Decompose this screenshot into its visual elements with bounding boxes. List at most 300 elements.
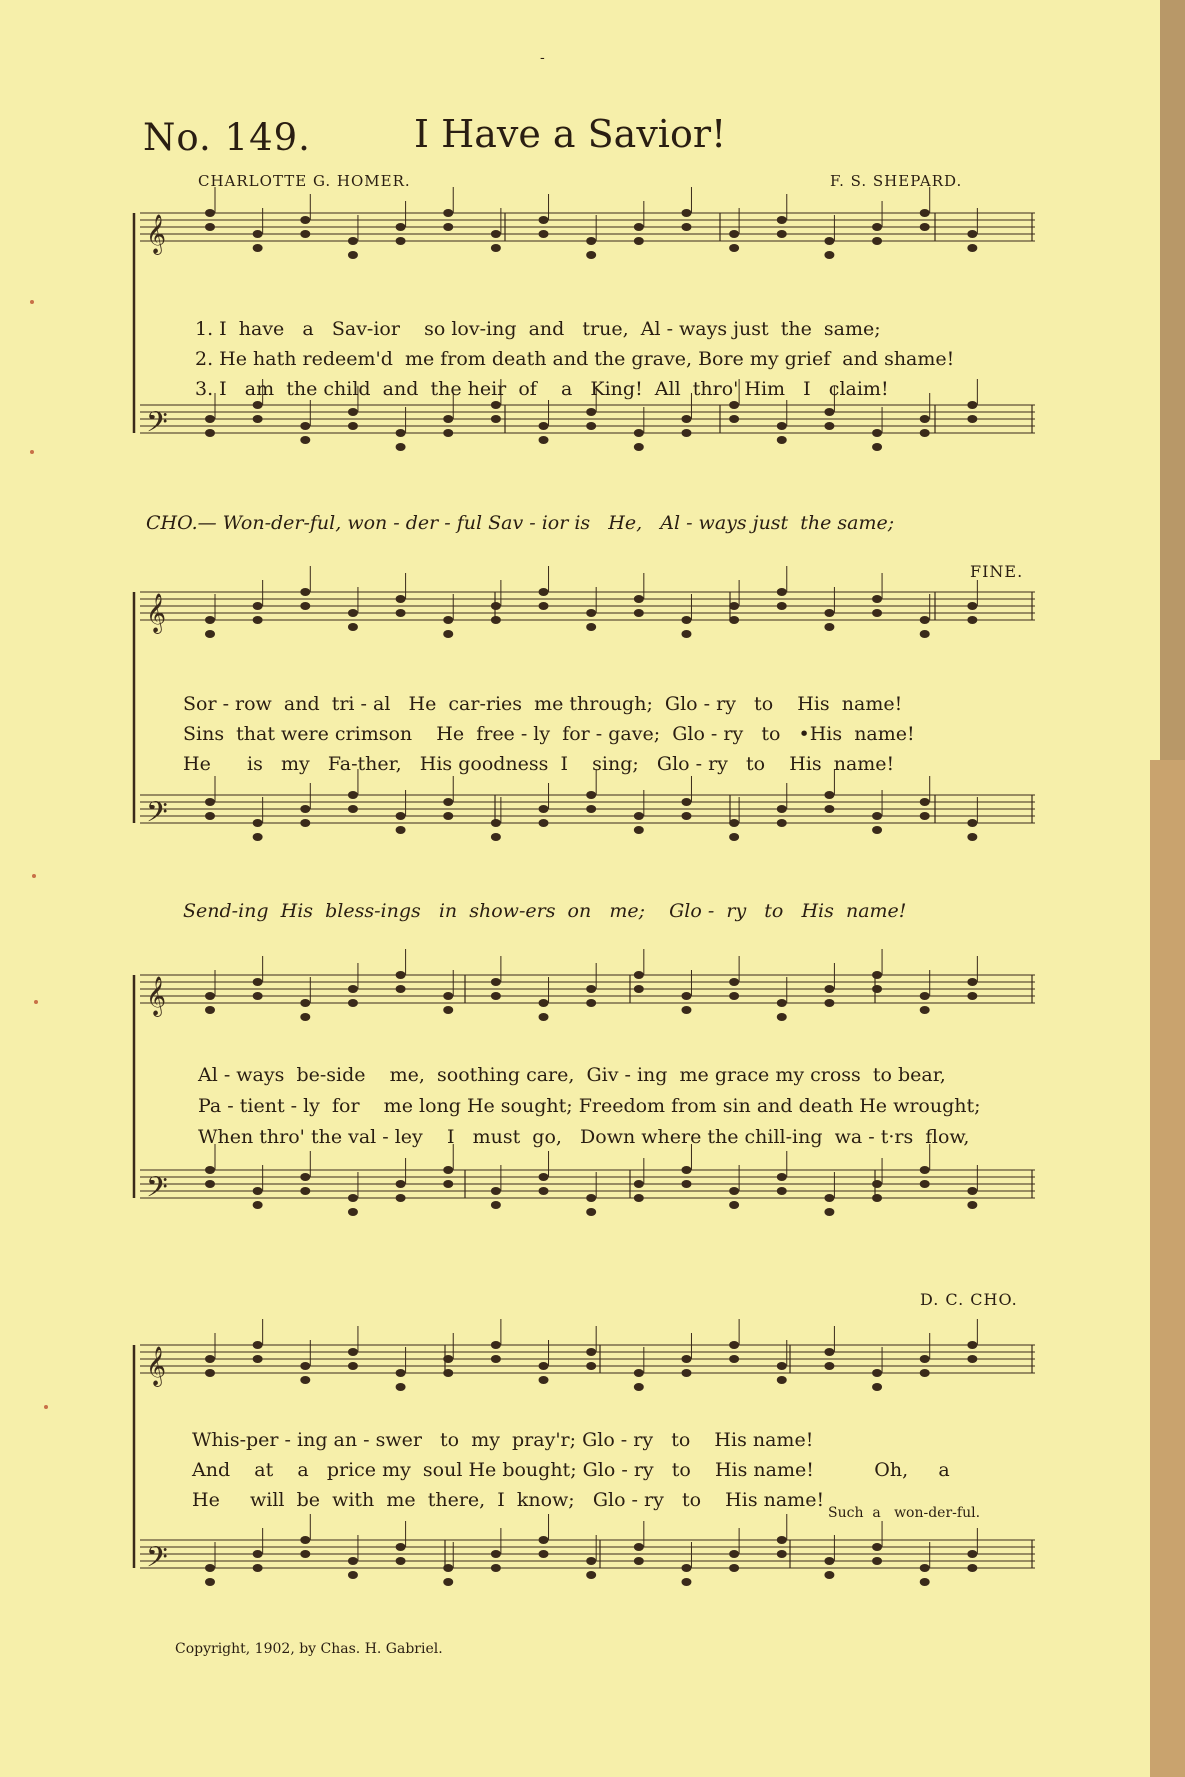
note-head xyxy=(681,1578,691,1586)
note-head xyxy=(253,1564,263,1572)
note-head xyxy=(586,422,596,430)
author-credit: CHARLOTTE G. HOMER. xyxy=(198,172,411,190)
note-head xyxy=(634,595,644,603)
note-head xyxy=(348,408,358,416)
note-head xyxy=(348,1571,358,1579)
note-head xyxy=(253,1355,263,1363)
note-head xyxy=(300,422,310,430)
note-head xyxy=(634,237,644,245)
hymn-title: I Have a Savior! xyxy=(414,112,727,156)
margin-dot xyxy=(30,300,34,304)
note-head xyxy=(824,251,834,259)
note-head xyxy=(348,1194,358,1202)
system4-verse3: He will be with me there, I know; Glo - ry to His name! xyxy=(192,1489,825,1511)
note-head xyxy=(967,819,977,827)
note-head xyxy=(348,791,358,799)
system2-verse3: He is my Fa-ther, His goodness I sing; Glo - ry to His name! xyxy=(183,753,895,775)
note-head xyxy=(253,1341,263,1349)
note-head xyxy=(396,1383,406,1391)
note-head xyxy=(634,223,644,231)
note-head xyxy=(634,1369,644,1377)
note-head xyxy=(872,971,882,979)
note-head xyxy=(872,812,882,820)
note-head xyxy=(491,1187,501,1195)
note-head xyxy=(681,812,691,820)
note-head xyxy=(777,230,787,238)
note-head xyxy=(872,1194,882,1202)
note-head xyxy=(396,1180,406,1188)
note-head xyxy=(443,1578,453,1586)
note-head xyxy=(824,999,834,1007)
note-head xyxy=(300,602,310,610)
note-head xyxy=(920,992,930,1000)
note-head xyxy=(729,978,739,986)
note-head xyxy=(967,1187,977,1195)
note-head xyxy=(777,1550,787,1558)
note-head xyxy=(681,1180,691,1188)
note-head xyxy=(777,999,787,1007)
note-head xyxy=(300,805,310,813)
note-head xyxy=(872,223,882,231)
note-head xyxy=(681,630,691,638)
note-head xyxy=(681,1369,691,1377)
note-head xyxy=(681,209,691,217)
note-head xyxy=(681,415,691,423)
note-head xyxy=(396,971,406,979)
note-head xyxy=(681,1166,691,1174)
note-head xyxy=(539,588,549,596)
note-head xyxy=(586,999,596,1007)
note-head xyxy=(539,819,549,827)
note-head xyxy=(205,429,215,437)
note-head xyxy=(824,237,834,245)
bass-interjection: Such a won-der-ful. xyxy=(828,1505,981,1521)
note-head xyxy=(777,216,787,224)
note-head xyxy=(348,251,358,259)
note-head xyxy=(443,1355,453,1363)
note-head xyxy=(348,1348,358,1356)
note-head xyxy=(872,609,882,617)
note-head xyxy=(872,1180,882,1188)
note-head xyxy=(872,826,882,834)
note-head xyxy=(539,422,549,430)
note-head xyxy=(253,616,263,624)
note-head xyxy=(967,415,977,423)
note-head xyxy=(300,588,310,596)
note-head xyxy=(634,1557,644,1565)
note-head xyxy=(967,992,977,1000)
note-head xyxy=(491,1564,501,1572)
note-head xyxy=(634,826,644,834)
note-head xyxy=(396,595,406,603)
note-head xyxy=(681,992,691,1000)
note-head xyxy=(920,1564,930,1572)
system3-verse1: Al - ways be-side me, soothing care, Giv - ing me grace my cross to bear, xyxy=(198,1064,946,1086)
note-head xyxy=(824,1348,834,1356)
note-head xyxy=(586,623,596,631)
note-head xyxy=(681,616,691,624)
note-head xyxy=(348,422,358,430)
note-head xyxy=(300,1173,310,1181)
note-head xyxy=(205,798,215,806)
note-head xyxy=(539,436,549,444)
treble-clef: 𝄞 xyxy=(146,593,167,633)
note-head xyxy=(729,992,739,1000)
note-head xyxy=(777,1536,787,1544)
note-head xyxy=(491,602,501,610)
note-head xyxy=(920,1180,930,1188)
note-head xyxy=(396,1557,406,1565)
note-head xyxy=(253,992,263,1000)
margin-dot xyxy=(44,1405,48,1409)
note-head xyxy=(634,1180,644,1188)
note-head xyxy=(920,415,930,423)
note-head xyxy=(443,209,453,217)
note-head xyxy=(396,985,406,993)
note-head xyxy=(777,1362,787,1370)
note-head xyxy=(253,1201,263,1209)
note-head xyxy=(872,443,882,451)
note-head xyxy=(205,812,215,820)
note-head xyxy=(824,623,834,631)
note-head xyxy=(634,1194,644,1202)
note-head xyxy=(824,1208,834,1216)
system4-verse2: And at a price my soul He bought; Glo - ry to His name! Oh, a xyxy=(192,1459,950,1481)
note-head xyxy=(205,992,215,1000)
system1-refrain: CHO.— Won-der-ful, won - der - ful Sav - ior is He, Al - ways just the same; xyxy=(146,512,895,534)
system1-verse1: 1. I have a Sav-ior so lov-ing and true, Al - ways just the same; xyxy=(195,318,881,340)
note-head xyxy=(681,429,691,437)
note-head xyxy=(491,1550,501,1558)
note-head xyxy=(920,1355,930,1363)
note-head xyxy=(872,595,882,603)
system1-verse3: 3. I am the child and the heir of a King! All thro' Him I claim! xyxy=(195,378,889,400)
note-head xyxy=(634,609,644,617)
note-head xyxy=(729,230,739,238)
note-head xyxy=(348,805,358,813)
note-head xyxy=(729,401,739,409)
hymn-number: No. 149. xyxy=(143,116,311,159)
note-head xyxy=(586,1571,596,1579)
note-head xyxy=(396,826,406,834)
note-head xyxy=(967,1550,977,1558)
note-head xyxy=(586,1208,596,1216)
note-head xyxy=(777,588,787,596)
note-head xyxy=(491,616,501,624)
system3-verse3: When thro' the val - ley I must go, Down where the chill-ing wa - t·rs flow, xyxy=(198,1126,970,1148)
note-head xyxy=(967,602,977,610)
note-head xyxy=(920,1578,930,1586)
note-head xyxy=(443,429,453,437)
system3-verse2: Pa - tient - ly for me long He sought; Freedom from sin and death He wrought; xyxy=(198,1095,981,1117)
note-head xyxy=(491,833,501,841)
note-head xyxy=(443,1369,453,1377)
note-head xyxy=(539,230,549,238)
note-head xyxy=(872,1557,882,1565)
note-head xyxy=(634,812,644,820)
note-head xyxy=(300,1013,310,1021)
note-head xyxy=(729,1341,739,1349)
note-head xyxy=(634,985,644,993)
note-head xyxy=(967,616,977,624)
note-head xyxy=(586,251,596,259)
note-head xyxy=(491,1355,501,1363)
note-head xyxy=(872,1369,882,1377)
note-head xyxy=(967,978,977,986)
note-head xyxy=(253,819,263,827)
note-head xyxy=(396,609,406,617)
note-head xyxy=(681,223,691,231)
note-head xyxy=(920,616,930,624)
note-head xyxy=(539,1550,549,1558)
note-head xyxy=(443,812,453,820)
note-head xyxy=(396,1369,406,1377)
treble-clef: 𝄞 xyxy=(146,1346,167,1386)
dc-cho-mark: D. C. CHO. xyxy=(920,1290,1018,1309)
note-head xyxy=(539,1187,549,1195)
note-head xyxy=(539,1376,549,1384)
note-head xyxy=(300,1187,310,1195)
note-head xyxy=(300,216,310,224)
note-head xyxy=(872,1383,882,1391)
note-head xyxy=(967,230,977,238)
note-head xyxy=(253,415,263,423)
note-head xyxy=(205,223,215,231)
note-head xyxy=(777,602,787,610)
note-head xyxy=(396,1194,406,1202)
note-head xyxy=(491,401,501,409)
note-head xyxy=(205,209,215,217)
note-head xyxy=(634,1383,644,1391)
note-head xyxy=(491,244,501,252)
note-head xyxy=(729,602,739,610)
page-edge xyxy=(1150,760,1185,1777)
note-head xyxy=(253,244,263,252)
note-head xyxy=(729,833,739,841)
note-head xyxy=(872,1543,882,1551)
note-head xyxy=(491,1201,501,1209)
system2-verse1: Sor - row and tri - al He car-ries me through; Glo - ry to His name! xyxy=(183,693,903,715)
note-head xyxy=(348,623,358,631)
note-head xyxy=(300,819,310,827)
note-head xyxy=(253,1550,263,1558)
note-head xyxy=(491,978,501,986)
note-head xyxy=(729,1564,739,1572)
note-head xyxy=(824,805,834,813)
note-head xyxy=(491,1341,501,1349)
note-head xyxy=(443,630,453,638)
note-head xyxy=(586,408,596,416)
note-head xyxy=(634,443,644,451)
note-head xyxy=(872,237,882,245)
note-head xyxy=(253,401,263,409)
note-head xyxy=(539,805,549,813)
note-head xyxy=(253,833,263,841)
note-head xyxy=(205,415,215,423)
note-head xyxy=(300,1550,310,1558)
note-head xyxy=(491,415,501,423)
bass-clef: 𝄢 xyxy=(146,406,168,446)
note-head xyxy=(539,1536,549,1544)
note-head xyxy=(539,1013,549,1021)
note-head xyxy=(729,415,739,423)
note-head xyxy=(681,1355,691,1363)
note-head xyxy=(872,985,882,993)
note-head xyxy=(824,1194,834,1202)
fine-mark: FINE. xyxy=(970,562,1024,581)
note-head xyxy=(396,223,406,231)
note-head xyxy=(586,609,596,617)
note-head xyxy=(634,1543,644,1551)
note-head xyxy=(205,1166,215,1174)
note-head xyxy=(253,602,263,610)
note-head xyxy=(586,791,596,799)
note-head xyxy=(396,1543,406,1551)
note-head xyxy=(777,436,787,444)
system2-refrain: Send-ing His bless-ings in show-ers on me; Glo - ry to His name! xyxy=(183,900,907,922)
note-head xyxy=(443,798,453,806)
note-head xyxy=(967,401,977,409)
copyright-notice: Copyright, 1902, by Chas. H. Gabriel. xyxy=(175,1641,443,1657)
note-head xyxy=(539,216,549,224)
note-head xyxy=(634,429,644,437)
note-head xyxy=(396,812,406,820)
note-head xyxy=(872,429,882,437)
note-head xyxy=(777,1376,787,1384)
note-head xyxy=(443,1006,453,1014)
note-head xyxy=(824,1362,834,1370)
note-head xyxy=(491,992,501,1000)
note-head xyxy=(348,1362,358,1370)
note-head xyxy=(300,230,310,238)
note-head xyxy=(253,978,263,986)
note-head xyxy=(681,1006,691,1014)
note-head xyxy=(348,609,358,617)
note-head xyxy=(777,805,787,813)
note-head xyxy=(348,1557,358,1565)
note-head xyxy=(920,630,930,638)
note-head xyxy=(348,999,358,1007)
note-head xyxy=(967,1341,977,1349)
treble-clef: 𝄞 xyxy=(146,976,167,1016)
note-head xyxy=(253,1187,263,1195)
note-head xyxy=(300,1362,310,1370)
note-head xyxy=(348,237,358,245)
margin-dot xyxy=(32,874,36,878)
note-head xyxy=(729,244,739,252)
note-head xyxy=(443,1166,453,1174)
note-head xyxy=(205,1180,215,1188)
note-head xyxy=(920,223,930,231)
note-head xyxy=(539,1362,549,1370)
note-head xyxy=(253,230,263,238)
note-head xyxy=(824,985,834,993)
note-head xyxy=(348,1208,358,1216)
note-head xyxy=(491,230,501,238)
note-head xyxy=(205,616,215,624)
note-head xyxy=(920,1369,930,1377)
note-head xyxy=(920,812,930,820)
note-head xyxy=(920,798,930,806)
note-head xyxy=(920,1166,930,1174)
note-head xyxy=(824,1571,834,1579)
note-head xyxy=(777,1187,787,1195)
note-head xyxy=(205,1369,215,1377)
note-head xyxy=(205,1564,215,1572)
note-head xyxy=(729,819,739,827)
note-head xyxy=(586,1348,596,1356)
margin-dot xyxy=(30,450,34,454)
note-head xyxy=(443,415,453,423)
note-head xyxy=(586,237,596,245)
note-head xyxy=(681,798,691,806)
note-head xyxy=(920,1006,930,1014)
note-head xyxy=(729,1550,739,1558)
bass-clef: 𝄢 xyxy=(146,1171,168,1211)
note-head xyxy=(967,1355,977,1363)
note-head xyxy=(920,429,930,437)
note-head xyxy=(396,429,406,437)
note-head xyxy=(967,1564,977,1572)
note-head xyxy=(443,1564,453,1572)
note-head xyxy=(443,616,453,624)
composer-credit: F. S. SHEPARD. xyxy=(830,172,963,190)
system2-verse2: Sins that were crimson He free - ly for - gave; Glo - ry to •His name! xyxy=(183,723,915,745)
note-head xyxy=(539,602,549,610)
note-head xyxy=(539,999,549,1007)
note-head xyxy=(967,244,977,252)
note-head xyxy=(777,819,787,827)
note-head xyxy=(824,1557,834,1565)
system1-verse2: 2. He hath redeem'd me from death and the grave, Bore my grief and shame! xyxy=(195,348,955,370)
note-head xyxy=(205,1006,215,1014)
note-head xyxy=(586,1194,596,1202)
note-head xyxy=(300,1376,310,1384)
note-head xyxy=(920,209,930,217)
note-head xyxy=(539,1173,549,1181)
note-head xyxy=(586,1362,596,1370)
margin-dot xyxy=(34,1000,38,1004)
note-head xyxy=(300,436,310,444)
note-head xyxy=(443,1180,453,1188)
note-head xyxy=(777,422,787,430)
note-head xyxy=(586,1557,596,1565)
note-head xyxy=(396,237,406,245)
note-head xyxy=(300,1536,310,1544)
note-head xyxy=(634,971,644,979)
note-head xyxy=(586,805,596,813)
note-head xyxy=(586,985,596,993)
note-head xyxy=(824,791,834,799)
note-head xyxy=(967,833,977,841)
note-head xyxy=(729,1201,739,1209)
note-head xyxy=(824,609,834,617)
treble-clef: 𝄞 xyxy=(146,214,167,254)
note-head xyxy=(396,443,406,451)
note-head xyxy=(777,1013,787,1021)
note-head xyxy=(205,1355,215,1363)
note-head xyxy=(824,408,834,416)
note-head xyxy=(967,1201,977,1209)
note-head xyxy=(443,992,453,1000)
note-head xyxy=(729,1355,739,1363)
system4-verse1: Whis-per - ing an - swer to my pray'r; Glo - ry to His name! xyxy=(192,1429,814,1451)
note-head xyxy=(205,1578,215,1586)
note-head xyxy=(491,819,501,827)
page-mark: - xyxy=(540,50,545,66)
note-head xyxy=(205,630,215,638)
note-head xyxy=(300,999,310,1007)
